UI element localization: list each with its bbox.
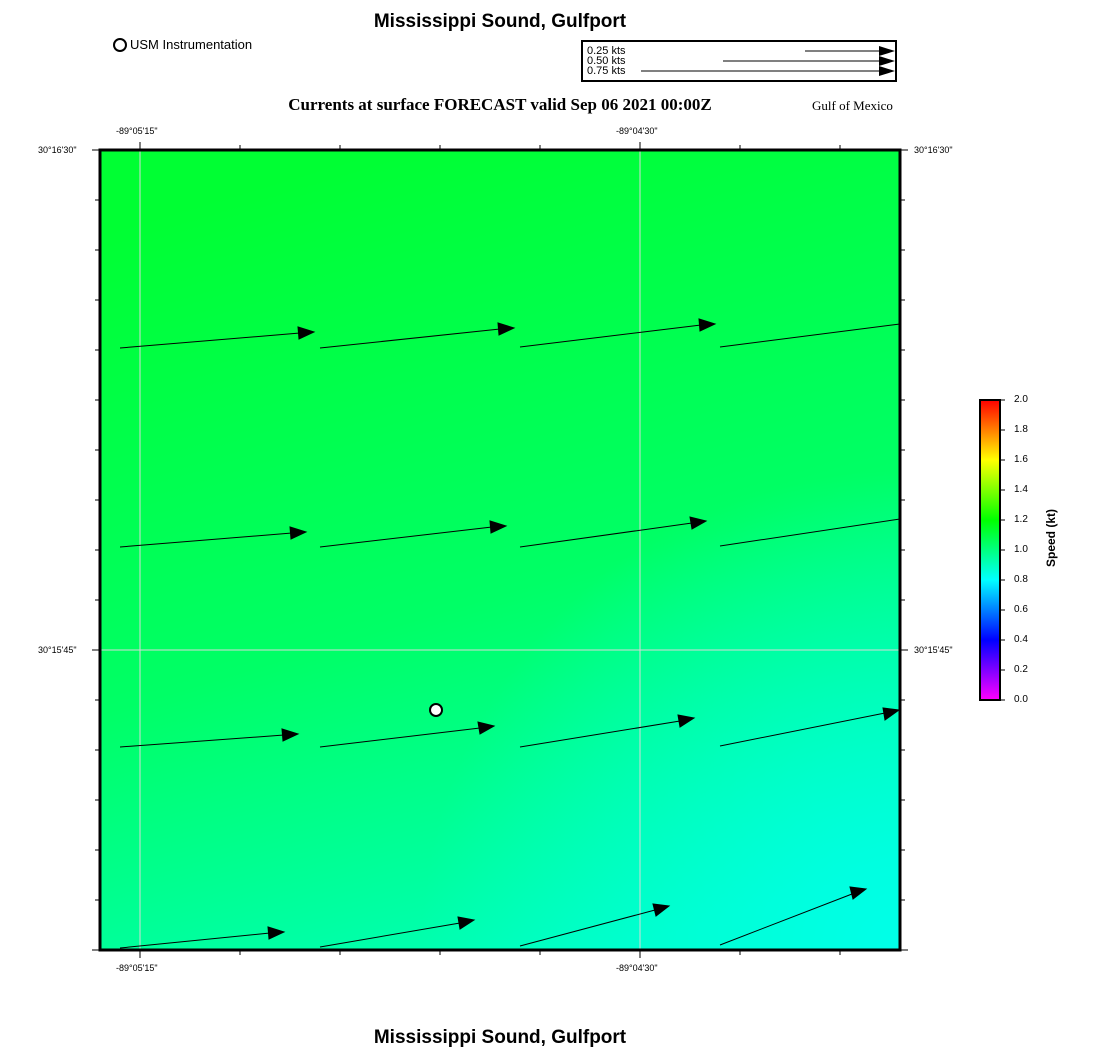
scale-arrow-3	[641, 66, 895, 76]
colorbar-tick: 0.0	[1014, 694, 1028, 705]
lon-tick-bottom-1: -89°05'15"	[116, 963, 158, 973]
scale-label-2: 0.50 kts	[587, 55, 626, 67]
station-circle-icon	[113, 38, 127, 52]
lat-tick-left-1: 30°16'30"	[38, 145, 77, 155]
lon-tick-bottom-2: -89°04'30"	[616, 963, 658, 973]
colorbar-title: Speed (kt)	[1044, 508, 1058, 567]
current-map[interactable]	[90, 140, 912, 960]
colorbar-tick: 1.8	[1014, 424, 1028, 435]
usm-station-marker[interactable]	[430, 704, 442, 716]
colorbar-tick: 1.6	[1014, 454, 1028, 465]
colorbar-tick: 1.4	[1014, 484, 1028, 495]
forecast-subtitle: Currents at surface FORECAST valid Sep 06 2021 00:00Z	[288, 95, 712, 114]
colorbar-tick: 1.2	[1014, 514, 1028, 525]
map-title: Mississippi Sound, Gulfport	[373, 11, 627, 32]
lat-tick-right-1: 30°16'30"	[914, 145, 953, 155]
scale-label-1: 0.25 kts	[587, 45, 626, 57]
footer-title: Mississippi Sound, Gulfport	[373, 1027, 627, 1048]
colorbar-tick: 0.2	[1014, 664, 1028, 675]
colorbar-tick: 1.0	[1014, 544, 1028, 555]
colorbar-tick: 0.8	[1014, 574, 1028, 585]
vector-scale-legend	[581, 40, 897, 82]
scale-arrow-2	[723, 56, 895, 66]
station-legend	[113, 37, 252, 52]
lon-tick-top-1: -89°05'15"	[116, 126, 158, 136]
colorbar-tick: 0.6	[1014, 604, 1028, 615]
lat-tick-left-2: 30°15'45"	[38, 645, 77, 655]
colorbar-tick: 2.0	[1014, 394, 1028, 405]
scale-label-3: 0.75 kts	[587, 65, 626, 77]
scale-arrows	[583, 42, 895, 80]
region-label: Gulf of Mexico	[812, 98, 893, 113]
colorbar-scale	[980, 400, 1000, 700]
lat-tick-right-2: 30°15'45"	[914, 645, 953, 655]
lon-tick-top-2: -89°04'30"	[616, 126, 658, 136]
colorbar-tick: 0.4	[1014, 634, 1028, 645]
station-legend-label: USM Instrumentation	[130, 37, 253, 52]
speed-field-shading	[100, 150, 900, 950]
scale-arrow-1	[805, 46, 895, 56]
